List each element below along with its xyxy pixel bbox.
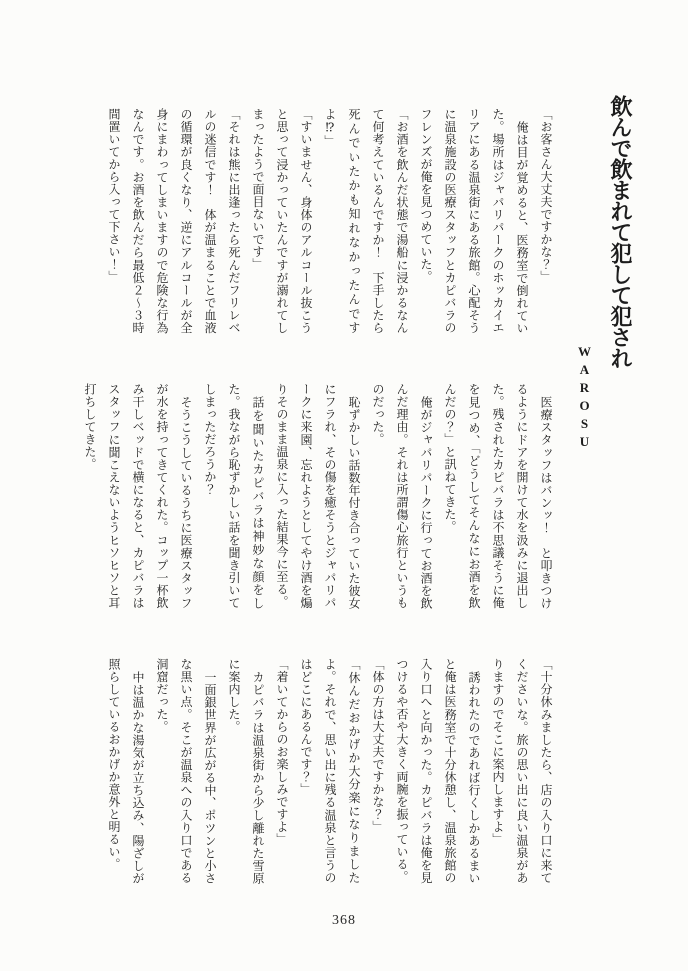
text-block-top [54, 108, 558, 334]
paragraph: 「体の方は大丈夫ですかな？」 [371, 658, 385, 833]
paragraph: 「それは熊に出逢ったら死んだフリレベルの迷信です！ 体が温まることで血液の循環が良くなり、逆にアルコールが全身にまわってしまいますので危険な行為なんです。お酒を飲んだら最低２～３時間置いてから入って下さい！」 [107, 108, 241, 334]
paragraph: 話を聞いたカピバラは神妙な顔をした。我ながら恥ずかしい話を聞き引いてしまっただろうか？ [203, 383, 265, 609]
paragraph: 恥ずかしい話数年付き合っていた彼女にフラれ、その傷を癒そうとジャパリパークに来園、忘れようとしてやけ酒を煽りそのまま温泉に入った結果今に至る。 [275, 383, 361, 609]
author-name: WAROSU [577, 344, 592, 452]
paragraph: カピバラは温泉街から少し離れた雪原に案内した。 [227, 658, 265, 884]
paragraph: 医療スタッフはバンッ！ と叩きつけるようにドアを開けて水を汲みに退出した。残されたカピバラは不思議そうに俺を見つめ、「どうしてそんなにお酒を飲んだの？」と訊ねてきた。 [443, 383, 553, 609]
paragraph: 俺がジャパリパークに行ってお酒を飲んだ理由。それは所謂傷心旅行というものだった。 [371, 383, 433, 609]
page-number: 368 [332, 913, 356, 928]
paragraph: そうこうしているうちに医療スタッフが水を持ってきてくれた。コップ一杯飲み干しベッドで横になると、カピバラはスタッフに聞こえないようヒソヒソと耳打ちしてきた。 [83, 383, 193, 609]
paragraph: 「休んだおかげか大分楽になりましたよ。それで、思い出に残る温泉と言うのはどこにあるんです？」 [299, 658, 361, 884]
page-title: 飲んで飲まれて犯して犯され [608, 95, 633, 368]
paragraph: 中は温かな湯気が立ち込み、陽ざしが照らしているおかげか意外と明るい。 [107, 658, 145, 884]
paragraph: 「お客さん大丈夫ですかな？」 [539, 108, 553, 283]
paragraph: 「着いてからのお楽しみですよ」 [275, 658, 289, 846]
paragraph: 「すいません、身体のアルコール抜こうと思って浸かっていたんですが溺れてしまったようで面目ないです」 [251, 108, 313, 334]
paragraph: 「お酒を飲んだ状態で湯船に浸かるなんて何考えているんですか！ 下手したら死んでいたかも知れなかったんですよ⁉」 [323, 108, 409, 334]
text-block-middle [54, 383, 558, 609]
paragraph: 「十分休みましたら、店の入り口に来てくださいな。旅の思い出に良い温泉がありますのでそこに案内しますよ」 [491, 658, 553, 884]
paragraph: 俺は目が覚めると、医務室で倒れていた。場所はジャパリパークのホッカイエリアにある温泉街にある旅館。心配そうに温泉施設の医療スタッフとカピバラのフレンズが俺を見つめていた。 [419, 108, 529, 334]
paragraph: 一面銀世界が広がる中、ポツンと小さな黒い点。そこが温泉への入り口である洞窟だった。 [155, 658, 217, 884]
paragraph: 誘われたのであれば行くしかあるまいと俺は医務室で十分休憩し、温泉旅館の入り口へと向かった。カピバラは俺を見つけるや否や大きく両腕を振っている。 [395, 658, 481, 884]
text-block-bottom [54, 658, 558, 884]
